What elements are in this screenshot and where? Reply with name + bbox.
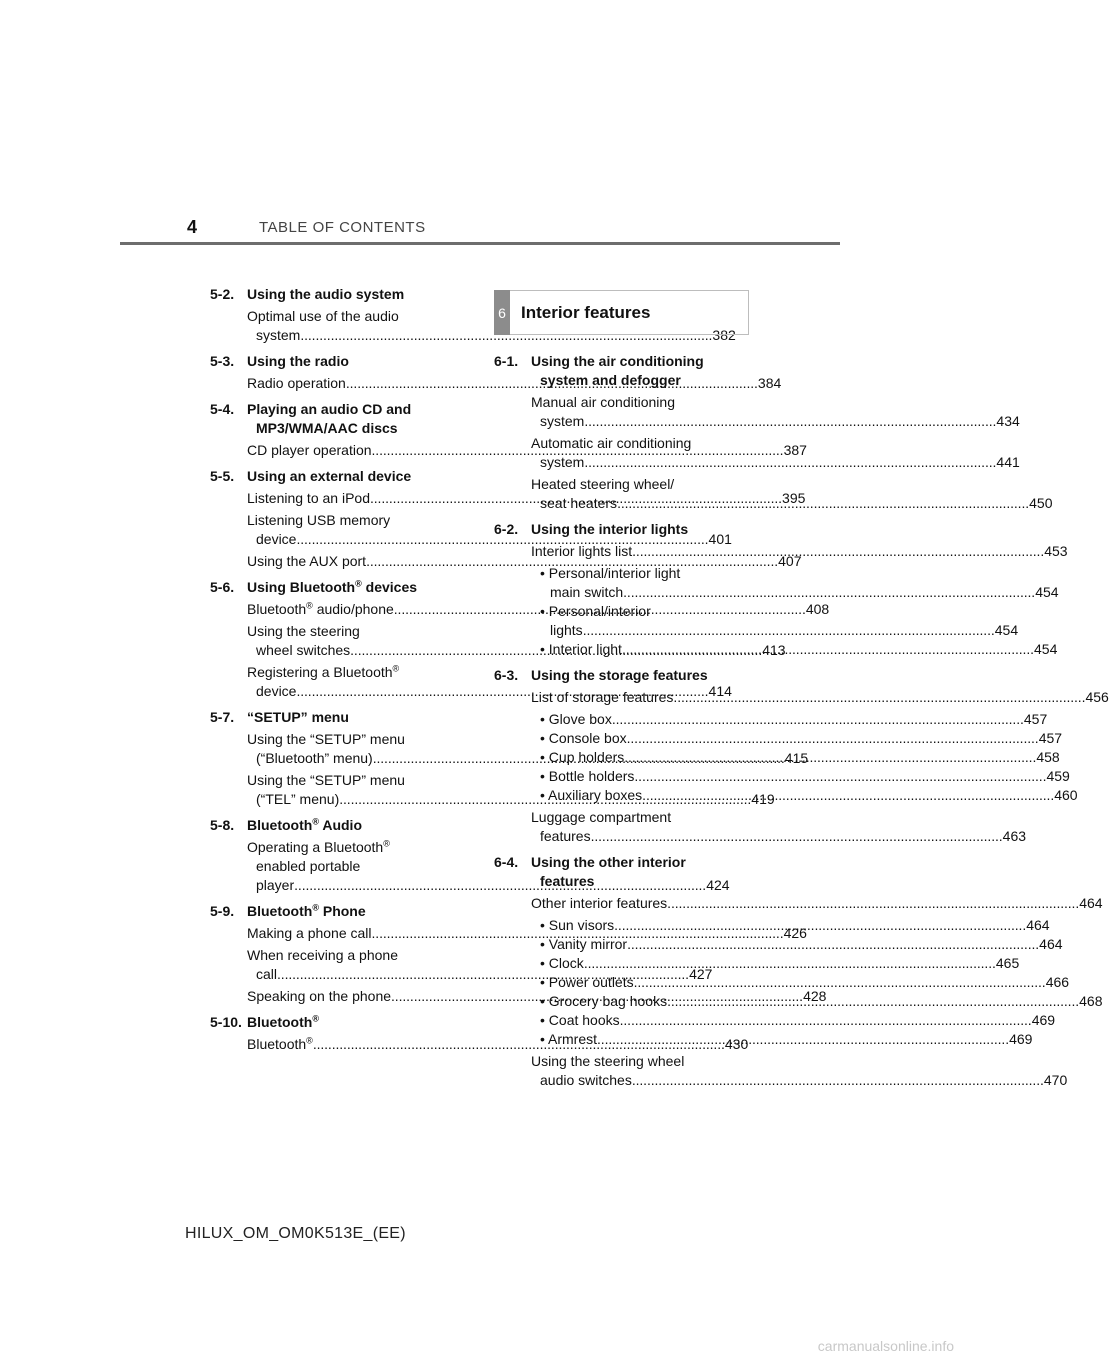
page-ref: 466 (1045, 974, 1070, 990)
entry-text: • Glove box (540, 711, 612, 727)
page-ref: 382 (712, 327, 736, 343)
entry-line (247, 326, 736, 345)
section-title (247, 578, 458, 597)
watermark-text: carmanualsonline.info (817, 1338, 954, 1354)
toc-entry[interactable] (531, 1052, 1068, 1090)
page-ref: 413 (762, 642, 786, 658)
page-ref: 428 (803, 988, 827, 1004)
entry-line (540, 1011, 1056, 1030)
entry-text: Optimal use of the audio (247, 308, 399, 324)
entry-text: Automatic air conditioning (531, 435, 692, 451)
entry-text: wheel switches (256, 642, 351, 658)
entry-text: device (256, 531, 297, 547)
entry-line (540, 621, 1019, 640)
entry-line (531, 688, 1109, 707)
dot-leader (583, 622, 993, 638)
chapter-title: Interior features (521, 302, 651, 322)
dot-leader (624, 748, 1034, 767)
page-ref: 464 (1039, 936, 1063, 952)
entry-text: Listening to an iPod (247, 490, 370, 506)
toc-subentry[interactable] (531, 1030, 1033, 1049)
section-heading (210, 816, 458, 835)
section-number: 5-8. (210, 817, 235, 833)
entry-text: • Grocery bag hooks (540, 993, 668, 1009)
page-ref: 469 (1009, 1031, 1033, 1047)
entry-text: Using the “SETUP” menu (247, 731, 405, 747)
dot-leader (667, 894, 1077, 913)
chapter-number-tab: 6 (494, 290, 510, 335)
section-title-line: Using the other interior (531, 854, 686, 870)
entry-text: main switch (550, 584, 624, 600)
section-number: 5-4. (210, 401, 235, 417)
toc-subentry[interactable] (531, 767, 1070, 786)
section-heading (210, 578, 458, 597)
page-ref: 401 (708, 531, 732, 547)
dot-leader (620, 1011, 1030, 1030)
entry-text: Using the AUX port (247, 553, 367, 569)
page-ref: 468 (1079, 993, 1103, 1009)
entry-line (531, 412, 1020, 431)
section-number: 5-5. (210, 468, 235, 484)
dot-leader (622, 640, 1032, 659)
entry-text: • Armrest (540, 1031, 598, 1047)
toc-subentry[interactable] (531, 954, 1020, 973)
section-title-line: Playing an audio CD and (247, 401, 412, 417)
entry-text: Operating a Bluetooth® (247, 838, 390, 855)
entry-line (540, 973, 1070, 992)
entry-line (540, 1030, 1033, 1049)
entry-text: • Sun visors (540, 917, 615, 933)
page-ref: 384 (757, 375, 782, 391)
page-ref: 434 (996, 413, 1020, 429)
section-title (247, 1013, 458, 1032)
dot-leader (623, 584, 1033, 600)
toc-subentry[interactable] (531, 564, 1059, 602)
entry-text: Using the steering (247, 623, 360, 639)
entry-text: • Clock (540, 955, 584, 971)
entry-text: List of storage features (531, 689, 674, 705)
dot-leader (627, 729, 1037, 748)
entry-line (540, 710, 1048, 729)
section-title (531, 352, 742, 390)
entry-text: Listening USB memory (247, 512, 391, 528)
document-code: HILUX_OM_OM0K513E_(EE) (185, 1225, 406, 1242)
dot-leader (584, 454, 994, 470)
page-ref: 470 (1043, 1072, 1068, 1088)
entry-text: • Auxiliary boxes (540, 787, 643, 803)
page-ref: 454 (1034, 641, 1058, 657)
entry-text: • Personal/interior light (540, 565, 681, 581)
page-ref: 460 (1054, 787, 1078, 803)
section-title-line: Using the air conditioning (531, 353, 704, 369)
section-heading (494, 352, 742, 390)
entry-text: call (256, 966, 278, 982)
toc-entry[interactable] (531, 393, 1020, 431)
entry-text: • Coat hooks (540, 1012, 620, 1028)
section-number: 6-2. (494, 521, 519, 537)
section-number: 6-3. (494, 667, 519, 683)
page-header (0, 0, 960, 250)
entry-line (540, 767, 1070, 786)
header-title: TABLE OF CONTENTS (259, 219, 426, 236)
page-ref: 419 (751, 791, 775, 807)
section-heading (210, 285, 458, 304)
section-heading (210, 467, 458, 486)
section-number: 6-4. (494, 854, 519, 870)
entry-text: Other interior features (531, 895, 668, 911)
dot-leader (627, 935, 1037, 954)
dot-leader (591, 828, 1001, 844)
section-title-line: Using the storage features (531, 667, 708, 683)
section-title (247, 400, 458, 438)
section-heading (494, 520, 742, 539)
section-title (531, 520, 742, 539)
entry-text: When receiving a phone (247, 947, 398, 963)
toc-entry[interactable] (531, 808, 1027, 846)
entry-line (531, 453, 1020, 472)
toc-subentry[interactable] (531, 973, 1070, 992)
section-number: 5-2. (210, 286, 235, 302)
entry-text: Heated steering wheel/ (531, 476, 675, 492)
entry-line (540, 729, 1063, 748)
section-title-line: MP3/WMA/AAC discs (256, 420, 398, 436)
entry-text: • Power outlets (540, 974, 634, 990)
toc-entry[interactable] (531, 688, 1109, 707)
section-title-line: Using an external device (247, 468, 412, 484)
dot-leader (632, 1072, 1042, 1088)
toc-subentry[interactable] (531, 935, 1063, 954)
section-number: 5-7. (210, 709, 235, 725)
section-title (247, 285, 458, 304)
toc-entry[interactable] (247, 552, 802, 571)
entry-text: Making a phone call (247, 925, 372, 941)
entry-text: audio switches (540, 1072, 632, 1088)
entry-text: device (256, 683, 297, 699)
entry-line (247, 530, 732, 549)
section-title (247, 902, 458, 921)
section-title-line: Using the interior lights (531, 521, 689, 537)
header-divider (120, 242, 840, 245)
dot-leader (597, 1030, 1007, 1049)
section-heading (494, 666, 742, 685)
entry-text: Interior lights list (531, 543, 633, 559)
section-title-line: features (540, 873, 595, 889)
entry-text: Using the steering wheel (531, 1053, 685, 1069)
entry-text: system (540, 413, 585, 429)
section-title-line: Bluetooth® Audio (247, 816, 362, 833)
toc-entry[interactable] (531, 894, 1103, 913)
section-title-line: Bluetooth® (247, 1013, 319, 1030)
entry-line (540, 583, 1059, 602)
entry-line (247, 552, 802, 571)
entry-text: lights (550, 622, 583, 638)
section-title (531, 666, 742, 685)
section-title (531, 853, 742, 891)
entry-text: • Personal/interior (540, 603, 651, 619)
entry-text: Luggage compartment (531, 809, 672, 825)
page-ref: 427 (689, 966, 713, 982)
entry-text: Bluetooth® audio/phone (247, 600, 394, 617)
entry-text: • Console box (540, 730, 627, 746)
page-ref: 464 (1026, 917, 1050, 933)
section-title-line: Bluetooth® Phone (247, 902, 366, 919)
page-ref: 414 (708, 683, 732, 699)
section-title (247, 708, 458, 727)
page-number: 4 (187, 217, 198, 237)
entry-text: (“TEL” menu) (256, 791, 340, 807)
entry-text: system (540, 454, 585, 470)
page-ref: 426 (783, 925, 807, 941)
page-ref: 453 (1044, 543, 1068, 559)
page-ref: 387 (783, 442, 807, 458)
page-ref: 465 (995, 955, 1020, 971)
page-ref: 463 (1002, 828, 1027, 844)
section-number: 6-1. (494, 353, 519, 369)
entry-text: system (256, 327, 301, 343)
section-heading (210, 1013, 458, 1032)
entry-text: player (256, 877, 295, 893)
entry-text: • Interior light (540, 641, 622, 657)
entry-text: features (540, 828, 591, 844)
entry-line (531, 1071, 1068, 1090)
section-number: 5-6. (210, 579, 235, 595)
dot-leader (667, 992, 1077, 1011)
section-title (247, 352, 458, 371)
entry-text: • Bottle holders (540, 768, 635, 784)
dot-leader (673, 688, 1083, 707)
dot-leader (634, 767, 1044, 786)
toc-subentry[interactable] (531, 729, 1063, 748)
page-ref: 458 (1036, 749, 1060, 765)
entry-line (540, 935, 1063, 954)
section-title (247, 816, 458, 835)
page-ref: 456 (1085, 689, 1109, 705)
entry-text: Radio operation (247, 375, 346, 391)
section-heading (210, 400, 458, 438)
dot-leader (642, 786, 1052, 805)
section-heading (494, 853, 742, 891)
toc-subentry[interactable] (531, 710, 1048, 729)
entry-text: Speaking on the phone (247, 988, 392, 1004)
dot-leader (632, 542, 1042, 561)
section-heading (210, 708, 458, 727)
page-ref: 469 (1031, 1012, 1056, 1028)
entry-text: Registering a Bluetooth® (247, 663, 400, 680)
entry-text: Bluetooth® (247, 1035, 313, 1052)
section-title-line: Using the radio (247, 353, 349, 369)
entry-text: CD player operation (247, 442, 372, 458)
entry-text: enabled portable (256, 858, 361, 874)
section-title (247, 467, 458, 486)
entry-line (540, 954, 1020, 973)
entry-text: seat heaters (540, 495, 618, 511)
section-heading (210, 352, 458, 371)
section-title-line: Using Bluetooth® devices (247, 578, 418, 595)
page-ref: 457 (1023, 711, 1048, 727)
page-ref: 459 (1046, 768, 1070, 784)
entry-text: Manual air conditioning (531, 394, 675, 410)
dot-leader (617, 495, 1027, 511)
section-number: 5-3. (210, 353, 235, 369)
section-heading (210, 902, 458, 921)
dot-leader (614, 916, 1024, 935)
dot-leader (584, 954, 994, 973)
entry-line (531, 827, 1027, 846)
dot-leader (634, 973, 1044, 992)
page-ref: 454 (994, 622, 1019, 638)
page-ref: 424 (706, 877, 730, 893)
section-number: 5-9. (210, 903, 235, 919)
page-ref: 408 (805, 601, 830, 617)
section-title-line: system and defogger (540, 372, 681, 388)
toc-subentry[interactable] (531, 1011, 1056, 1030)
page-ref: 395 (782, 490, 806, 506)
section-number: 5-10. (210, 1014, 242, 1030)
page-ref: 441 (996, 454, 1020, 470)
page-ref: 454 (1035, 584, 1059, 600)
page-ref: 464 (1079, 895, 1103, 911)
page-ref: 457 (1038, 730, 1063, 746)
page-ref: 450 (1029, 495, 1053, 511)
dot-leader (584, 413, 994, 429)
page-ref: 415 (784, 750, 809, 766)
entry-text: (“Bluetooth” menu) (256, 750, 373, 766)
page-ref: 430 (724, 1036, 749, 1052)
entry-text: • Vanity mirror (540, 936, 628, 952)
dot-leader (612, 710, 1022, 729)
page-ref: 407 (778, 553, 802, 569)
section-title-line: “SETUP” menu (247, 709, 349, 725)
entry-line (531, 894, 1103, 913)
entry-text: Using the “SETUP” menu (247, 772, 405, 788)
entry-text: • Cup holders (540, 749, 625, 765)
chapter-heading (494, 290, 749, 335)
section-title-line: Using the audio system (247, 286, 405, 302)
